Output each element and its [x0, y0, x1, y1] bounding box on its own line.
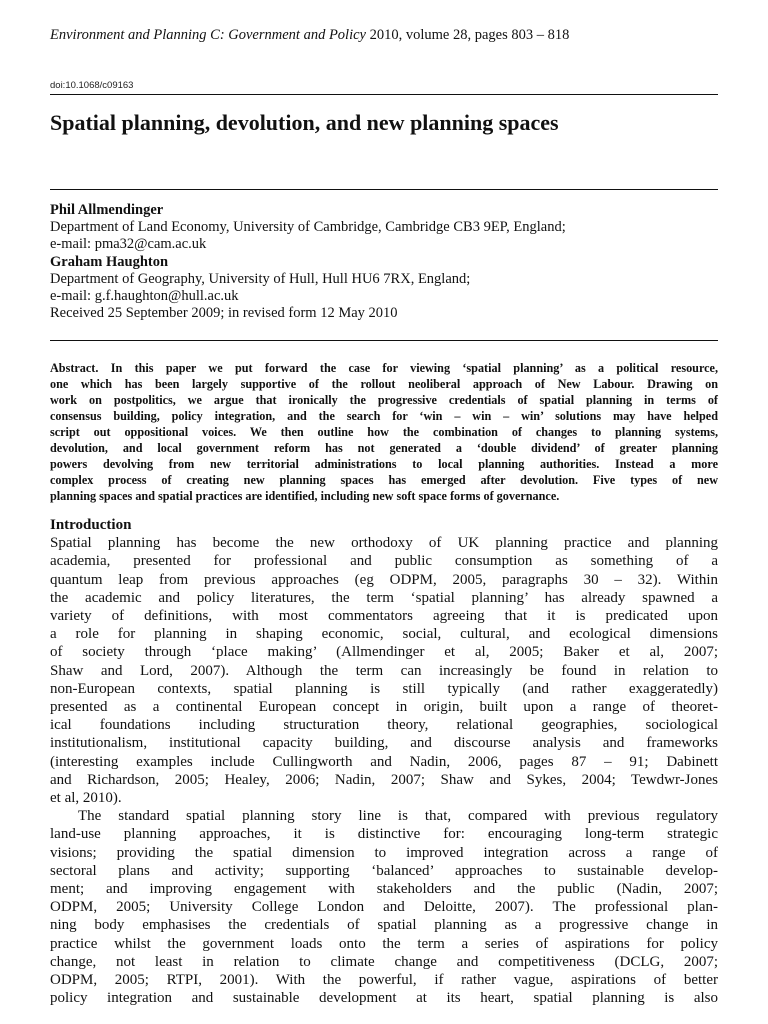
author-block	[50, 202, 718, 322]
introduction-section	[50, 516, 718, 1007]
text-line: ODPM, 2005; RTPI, 2001). With the powerful, if rather vague, aspirations of better	[50, 972, 718, 989]
text-line: Shaw and Lord, 2007). Although the term can increasingly be found in relation to	[50, 662, 718, 679]
text-line: non-European contexts, spatial planning is still typically (and rather exaggeratedly)	[50, 680, 718, 697]
text-line: The standard spatial planning story line is that, compared with previous regulatory	[78, 808, 718, 825]
text-line: Spatial planning has become the new orthodoxy of UK planning practice and planning	[50, 535, 718, 552]
text-line: practice whilst the government loads onto the term a series of aspirations for policy	[50, 935, 718, 952]
title-rule	[50, 189, 718, 190]
text-line: visions; providing the spatial dimension to improved integration across a range of	[50, 844, 718, 861]
text-line: sectoral plans and activity; supporting ‘balanced’ approaches to sustainable develop-	[50, 862, 718, 879]
author-email[interactable]: e-mail: g.f.haughton@hull.ac.uk	[50, 288, 239, 305]
text-line: and Richardson, 2005; Healey, 2006; Nadin, 2007; Shaw and Sykes, 2004; Tewdwr-Jones	[50, 771, 718, 788]
journal-name: Environment and Planning C: Government and Policy	[50, 27, 366, 43]
journal-details: 2010, volume 28, pages 803 – 818	[369, 27, 570, 43]
section-heading: Introduction	[50, 517, 132, 533]
text-line: (interesting examples include Cullingworth and Nadin, 2006, pages 87 – 91; Dabinett	[50, 753, 718, 770]
journal-header	[50, 26, 720, 44]
paragraph	[50, 807, 718, 1007]
abstract-line: work on postpolitics, we argue that ironically the progressive credentials of spatial planning in terms of	[50, 393, 718, 407]
author-name: Phil Allmendinger	[50, 202, 164, 218]
abstract-line: consensus building, policy integration, and the search for ‘win – win – win’ solutions may have helped	[50, 409, 718, 423]
author-affiliation: Department of Geography, University of Hull, Hull HU6 7RX, England;	[50, 270, 471, 287]
text-line: institutionalism, institutional capacity building, and discourse analysis and frameworks	[50, 735, 718, 752]
text-line: a role for planning in shaping economic, social, cultural, and ecological dimensions	[50, 626, 718, 643]
author-affiliation: Department of Land Economy, University of Cambridge, Cambridge CB3 9EP, England;	[50, 219, 566, 236]
text-line: academia, presented for professional and public consumption as something of a	[50, 553, 718, 570]
text-line: ODPM, 2005; University College London and Deloitte, 2007). The professional plan-	[50, 899, 718, 916]
received-dates: Received 25 September 2009; in revised form 12 May 2010	[50, 305, 398, 322]
author-email[interactable]: e-mail: pma32@cam.ac.uk	[50, 236, 207, 253]
abstract	[50, 360, 718, 504]
paragraph	[50, 534, 718, 807]
text-line: land-use planning approaches, it is distinctive for: encouraging long-term strategic	[50, 826, 718, 843]
header-rule	[50, 94, 718, 95]
abstract-line: planning spaces and spatial practices are identified, including new soft space forms of governance.	[50, 489, 560, 503]
abstract-line: script out oppositional voices. We then outline how the combination of changes to planning systems,	[50, 425, 718, 439]
text-line: et al, 2010).	[50, 790, 122, 807]
text-line: ning body emphasises the credentials of spatial planning as a progressive change in	[50, 917, 718, 934]
text-line: change, not least in relation to climate change and competitiveness (DCLG, 2007;	[50, 953, 718, 970]
paper-title: Spatial planning, devolution, and new planning spaces	[50, 110, 559, 135]
author-name: Graham Haughton	[50, 253, 169, 270]
text-line: variety of definitions, with most commentators agreeing that it is predicated upon	[50, 608, 718, 625]
text-line: policy integration and sustainable development at its heart, spatial planning is also	[50, 990, 718, 1007]
text-line: ment; and improving engagement with stakeholders and the public (Nadin, 2007;	[50, 881, 718, 898]
text-line: of society through ‘place making’ (Allmendinger et al, 2005; Baker et al, 2007;	[50, 644, 718, 661]
text-line: the academic and policy literatures, the term ‘spatial planning’ has already spawned a	[50, 589, 718, 606]
abstract-line: complex process of creating new planning spaces has emerged after devolution. Five types of new	[50, 473, 718, 487]
abstract-line: powers devolving from new territorial administrations to local planning authorities. Instead a more	[50, 457, 718, 471]
abstract-rule	[50, 340, 718, 341]
abstract-line: Abstract. In this paper we put forward the case for viewing ‘spatial planning’ as a political resource,	[50, 361, 718, 375]
abstract-line: one which has been largely supportive of the rollout neoliberal approach of New Labour. Drawing on	[50, 377, 718, 391]
text-line: quantum leap from previous approaches (eg ODPM, 2005, paragraphs 30 – 32). Within	[50, 571, 718, 588]
abstract-line: devolution, and local government reform has not generated a ‘double dividend’ of greater planning	[50, 441, 718, 455]
text-line: ical foundations including structuration theory, relational geographies, sociological	[50, 717, 718, 734]
doi[interactable]: doi:10.1068/c09163	[50, 80, 134, 91]
text-line: presented as a continental European concept in origin, built upon a range of theoret-	[50, 699, 718, 716]
